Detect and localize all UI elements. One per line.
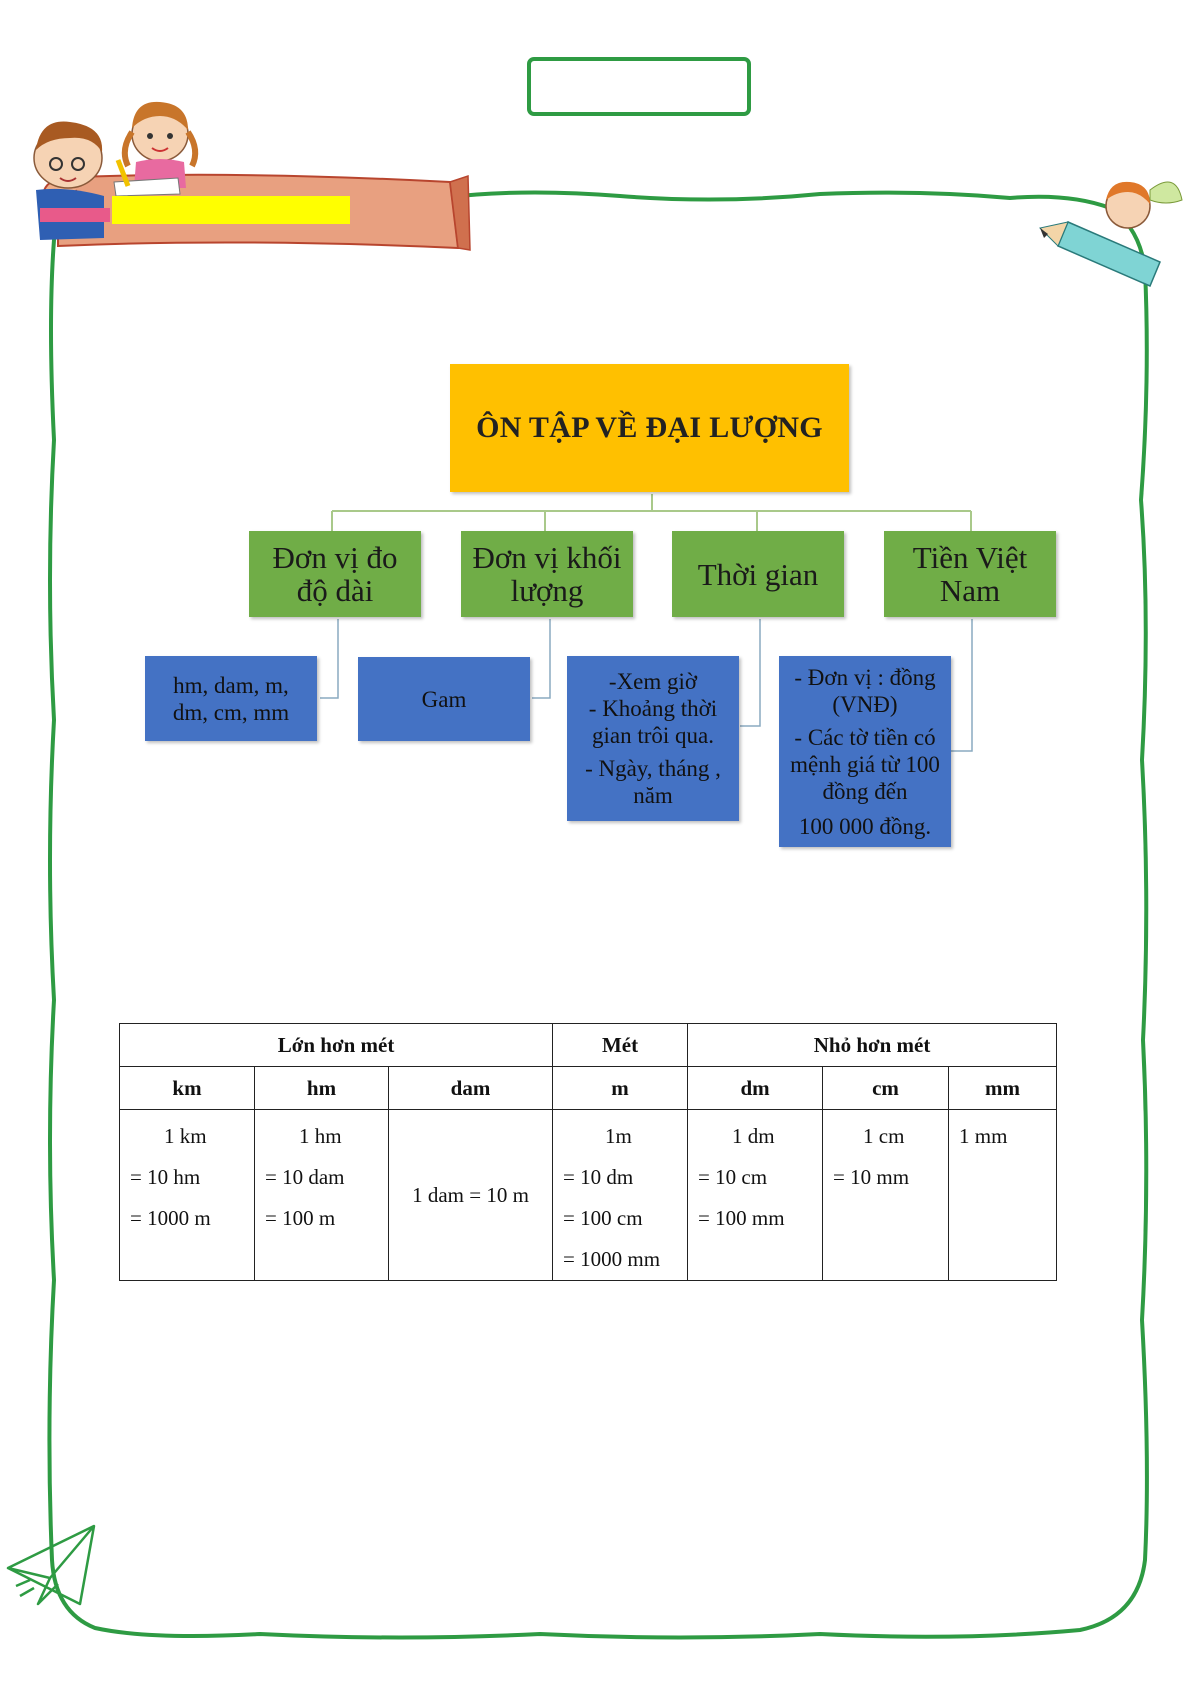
mindmap-leaf-mass	[358, 657, 530, 741]
cell-line: = 100 mm	[698, 1206, 785, 1230]
cell-line: 1 hm	[299, 1124, 342, 1148]
cell-line: 1 cm	[863, 1124, 905, 1148]
table-row	[120, 1110, 1057, 1281]
cell-line: 1 km	[164, 1124, 207, 1148]
table-cell-mm	[949, 1110, 1057, 1281]
leaf-line: (VNĐ)	[832, 691, 898, 717]
cell-line: = 10 dam	[265, 1165, 345, 1189]
cell-line: = 10 mm	[833, 1165, 910, 1189]
leaf-line: -Xem giờ	[608, 669, 698, 694]
cell-line: = 100 cm	[563, 1206, 643, 1230]
leaf-line: đồng đến	[822, 778, 908, 804]
table-cell-km	[120, 1110, 255, 1281]
table-cell-hm	[255, 1110, 389, 1281]
category-line: Đơn vị đo	[272, 540, 398, 575]
unit-header: hm	[255, 1067, 389, 1110]
cell-line: = 1000 m	[130, 1206, 211, 1230]
table-cell-m	[553, 1110, 688, 1281]
table-group-header-row	[120, 1024, 1057, 1067]
leaf-line: mệnh giá từ 100	[790, 751, 940, 777]
connector-leaf-1	[320, 619, 338, 698]
group-header-smaller: Nhỏ hơn mét	[688, 1024, 1057, 1067]
unit-header: m	[553, 1067, 688, 1110]
unit-header: mm	[949, 1067, 1057, 1110]
cell-line: = 1000 mm	[563, 1247, 661, 1271]
cell-line: = 10 cm	[698, 1165, 768, 1189]
table-cell-dam	[389, 1110, 553, 1281]
unit-header: dam	[389, 1067, 553, 1110]
table-unit-header-row	[120, 1067, 1057, 1110]
group-header-meter: Mét	[553, 1024, 688, 1067]
cell-line: = 10 hm	[130, 1165, 201, 1189]
leaf-line: hm, dam, m,	[173, 672, 289, 698]
category-line: độ dài	[296, 573, 374, 608]
category-line: Thời gian	[697, 556, 819, 592]
connector-leaf-4	[950, 619, 972, 751]
leaf-line: 100 000 đồng.	[798, 813, 932, 839]
mindmap-root-label: ÔN TẬP VỀ ĐẠI LƯỢNG	[476, 411, 823, 444]
cell-line: 1 mm	[959, 1124, 1008, 1148]
leaf-line: - Khoảng thời	[588, 696, 718, 721]
leaf-line: Gam	[421, 686, 467, 712]
length-units-table	[119, 1023, 1057, 1281]
leaf-line: dm, cm, mm	[172, 699, 290, 725]
category-line: Nam	[939, 573, 1001, 608]
mindmap-leaf-time	[567, 656, 739, 821]
connector-leaf-2	[532, 619, 550, 698]
mindmap-category-money	[884, 531, 1056, 617]
mindmap-leaf-money	[779, 656, 951, 847]
mindmap-root	[450, 364, 849, 492]
category-line: lượng	[510, 573, 584, 608]
mindmap-category-time	[672, 531, 844, 617]
leaf-line: - Đơn vị : đồng	[794, 664, 936, 690]
unit-header: dm	[688, 1067, 823, 1110]
leaf-line: - Các tờ tiền có	[794, 724, 936, 750]
unit-header: km	[120, 1067, 255, 1110]
table-cell-cm	[823, 1110, 949, 1281]
mindmap-category-length	[249, 531, 421, 617]
table-cell-dm	[688, 1110, 823, 1281]
leaf-line: - Ngày, tháng ,	[585, 756, 721, 781]
cell-line: 1 dm	[732, 1124, 775, 1148]
category-line: Tiền Việt	[912, 540, 1028, 575]
connector-leaf-3	[740, 619, 760, 726]
category-line: Đơn vị khối	[472, 540, 622, 575]
unit-header: cm	[823, 1067, 949, 1110]
cell-line: = 100 m	[265, 1206, 336, 1230]
mindmap-category-mass	[461, 531, 633, 617]
mindmap-leaf-length	[145, 656, 317, 741]
cell-line: = 10 dm	[563, 1165, 634, 1189]
group-header-larger: Lớn hơn mét	[120, 1024, 553, 1067]
cell-line: 1 dam = 10 m	[412, 1182, 529, 1207]
leaf-line: năm	[633, 783, 673, 808]
cell-line: 1m	[605, 1124, 632, 1148]
leaf-line: gian trôi qua.	[592, 723, 714, 748]
